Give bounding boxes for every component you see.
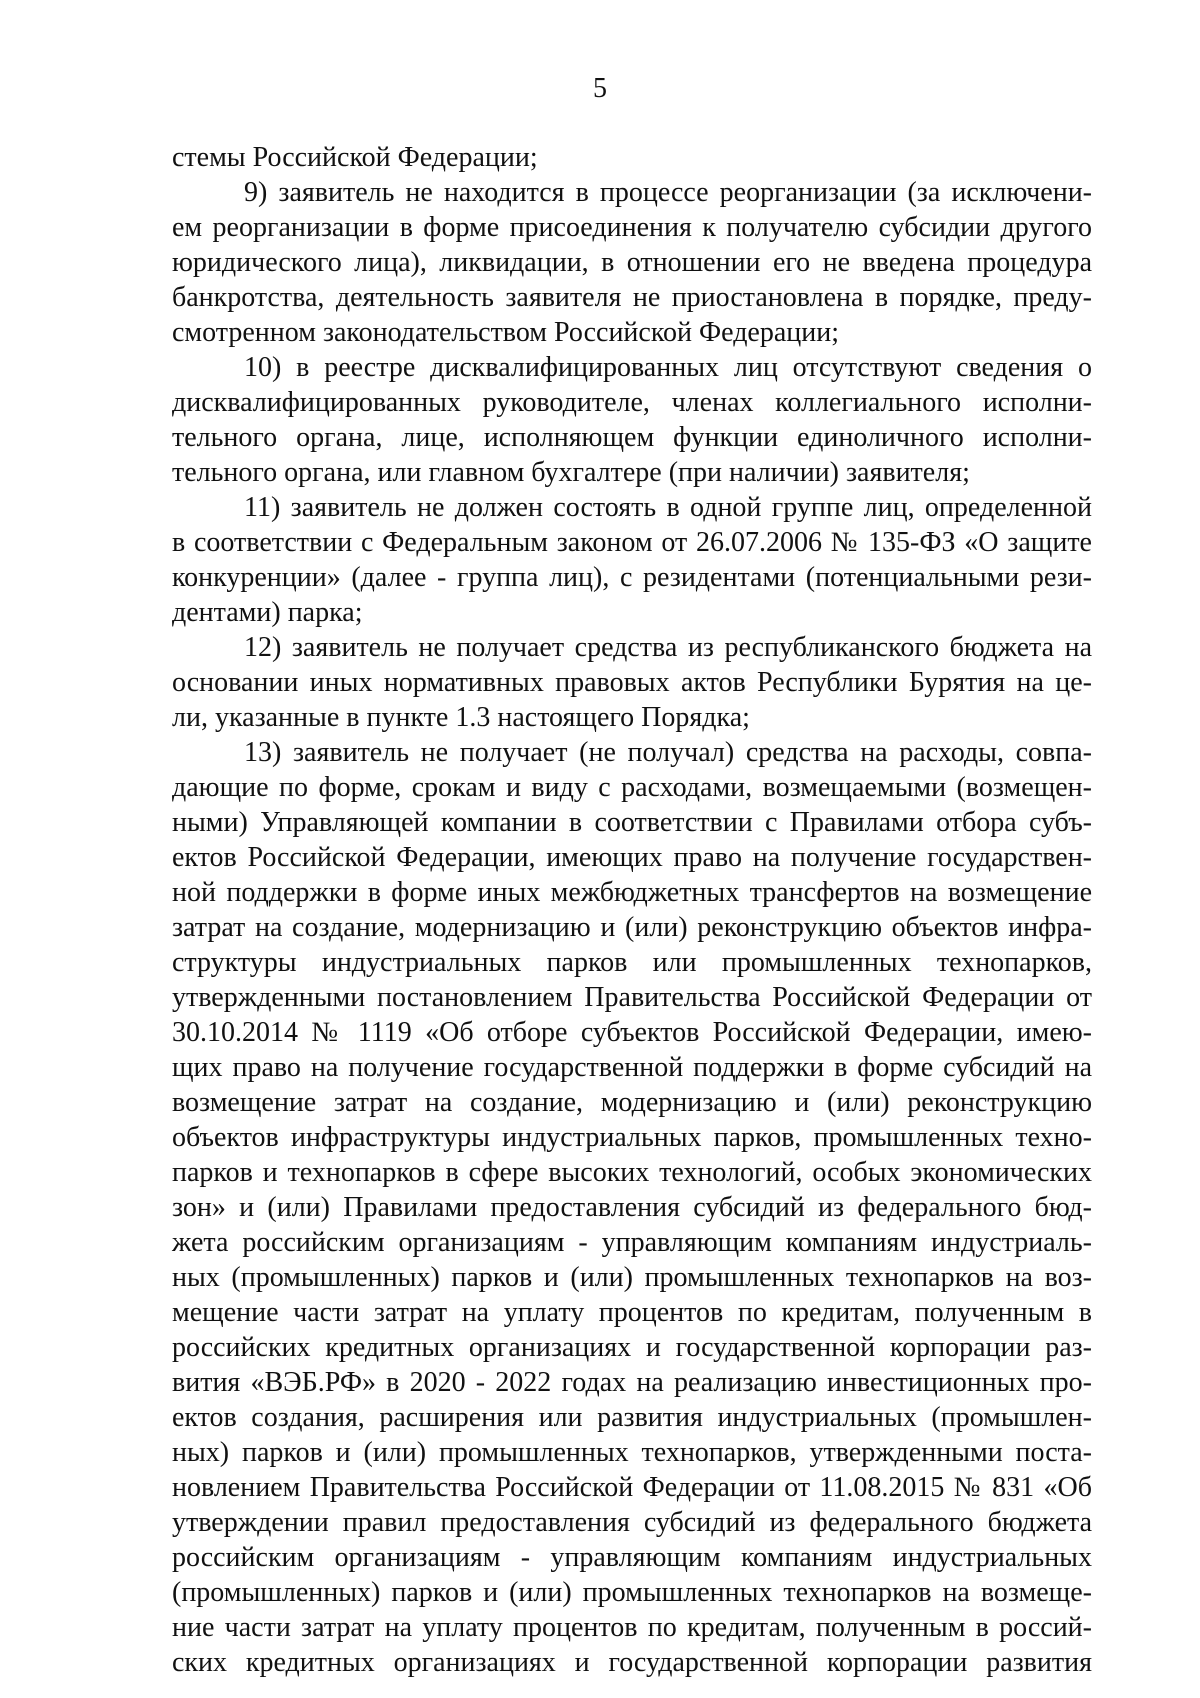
text-line: ли, указанные в пункте 1.3 настоящего Порядка; [172,702,750,733]
document-body [172,140,1092,1680]
text-line: утвержденными постановлением Правительства Российской Федерации от [172,982,1092,1013]
text-line: юридического лица), ликвидации, в отношении его не введена процедура [172,247,1092,278]
text-line: щих право на получение государственной поддержки в форме субсидий на [172,1052,1092,1083]
text-line: стемы Российской Федерации; [172,142,538,173]
text-line: объектов инфраструктуры индустриальных парков, промышленных техно- [172,1122,1092,1153]
page-number: 5 [593,73,607,104]
text-line: 30.10.2014 № 1119 «Об отборе субъектов Российской Федерации, имею- [172,1017,1092,1048]
text-line: ских кредитных организациях и государственной корпорации развития [172,1647,1092,1678]
text-line: ектов Российской Федерации, имеющих право на получение государствен- [172,842,1092,873]
text-line: российским организациям - управляющим компаниям индустриальных [172,1542,1092,1573]
text-line: дающие по форме, срокам и виду с расходами, возмещаемыми (возмещен- [172,772,1092,803]
text-line: возмещение затрат на создание, модернизацию и (или) реконструкцию [172,1087,1092,1118]
text-line: утверждении правил предоставления субсидий из федерального бюджета [172,1507,1092,1538]
text-line: основании иных нормативных правовых актов Республики Бурятия на це- [172,667,1092,698]
text-line: вития «ВЭБ.РФ» в 2020 - 2022 годах на реализацию инвестиционных про- [172,1367,1092,1398]
text-line: смотренном законодательством Российской Федерации; [172,317,840,348]
text-line: (промышленных) парков и (или) промышленных технопарков на возмеще- [172,1577,1092,1608]
text-line: российских кредитных организациях и государственной корпорации раз- [172,1332,1092,1363]
text-line: ектов создания, расширения или развития индустриальных (промышлен- [172,1402,1092,1433]
text-line: 11) заявитель не должен состоять в одной группе лиц, определенной [244,492,1092,523]
text-line: 9) заявитель не находится в процессе реорганизации (за исключени- [244,177,1092,208]
text-line: ние части затрат на уплату процентов по кредитам, полученным в россий- [172,1612,1092,1643]
text-line: ными) Управляющей компании в соответствии с Правилами отбора субъ- [172,807,1092,838]
text-line: ной поддержки в форме иных межбюджетных трансфертов на возмещение [172,877,1092,908]
text-line: зон» и (или) Правилами предоставления субсидий из федерального бюд- [172,1192,1092,1223]
text-line: тельного органа, или главном бухгалтере (при наличии) заявителя; [172,457,970,488]
text-line: структуры индустриальных парков или промышленных технопарков, [172,947,1092,978]
text-line: жета российским организациям - управляющим компаниям индустриаль- [172,1227,1092,1258]
text-line: дентами) парка; [172,597,363,628]
text-line: 12) заявитель не получает средства из республиканского бюджета на [244,632,1092,663]
text-line: ных (промышленных) парков и (или) промышленных технопарков на воз- [172,1262,1092,1293]
text-line: в соответствии с Федеральным законом от 26.07.2006 № 135-ФЗ «О защите [172,527,1092,558]
text-line: ем реорганизации в форме присоединения к получателю субсидии другого [172,212,1092,243]
text-line: 13) заявитель не получает (не получал) средства на расходы, совпа- [244,737,1092,768]
text-line: тельного органа, лице, исполняющем функции единоличного исполни- [172,422,1092,453]
text-line: 10) в реестре дисквалифицированных лиц отсутствуют сведения о [244,352,1092,383]
text-line: мещение части затрат на уплату процентов по кредитам, полученным в [172,1297,1092,1328]
text-line: конкуренции» (далее - группа лиц), с резидентами (потенциальными рези- [172,562,1092,593]
text-line: новлением Правительства Российской Федерации от 11.08.2015 № 831 «Об [172,1472,1092,1503]
text-line: банкротства, деятельность заявителя не приостановлена в порядке, преду- [172,282,1092,313]
text-line: ных) парков и (или) промышленных технопарков, утвержденными поста- [172,1437,1092,1468]
text-line: дисквалифицированных руководителе, членах коллегиального исполни- [172,387,1092,418]
text-line: парков и технопарков в сфере высоких технологий, особых экономических [172,1157,1092,1188]
text-line: затрат на создание, модернизацию и (или) реконструкцию объектов инфра- [172,912,1092,943]
